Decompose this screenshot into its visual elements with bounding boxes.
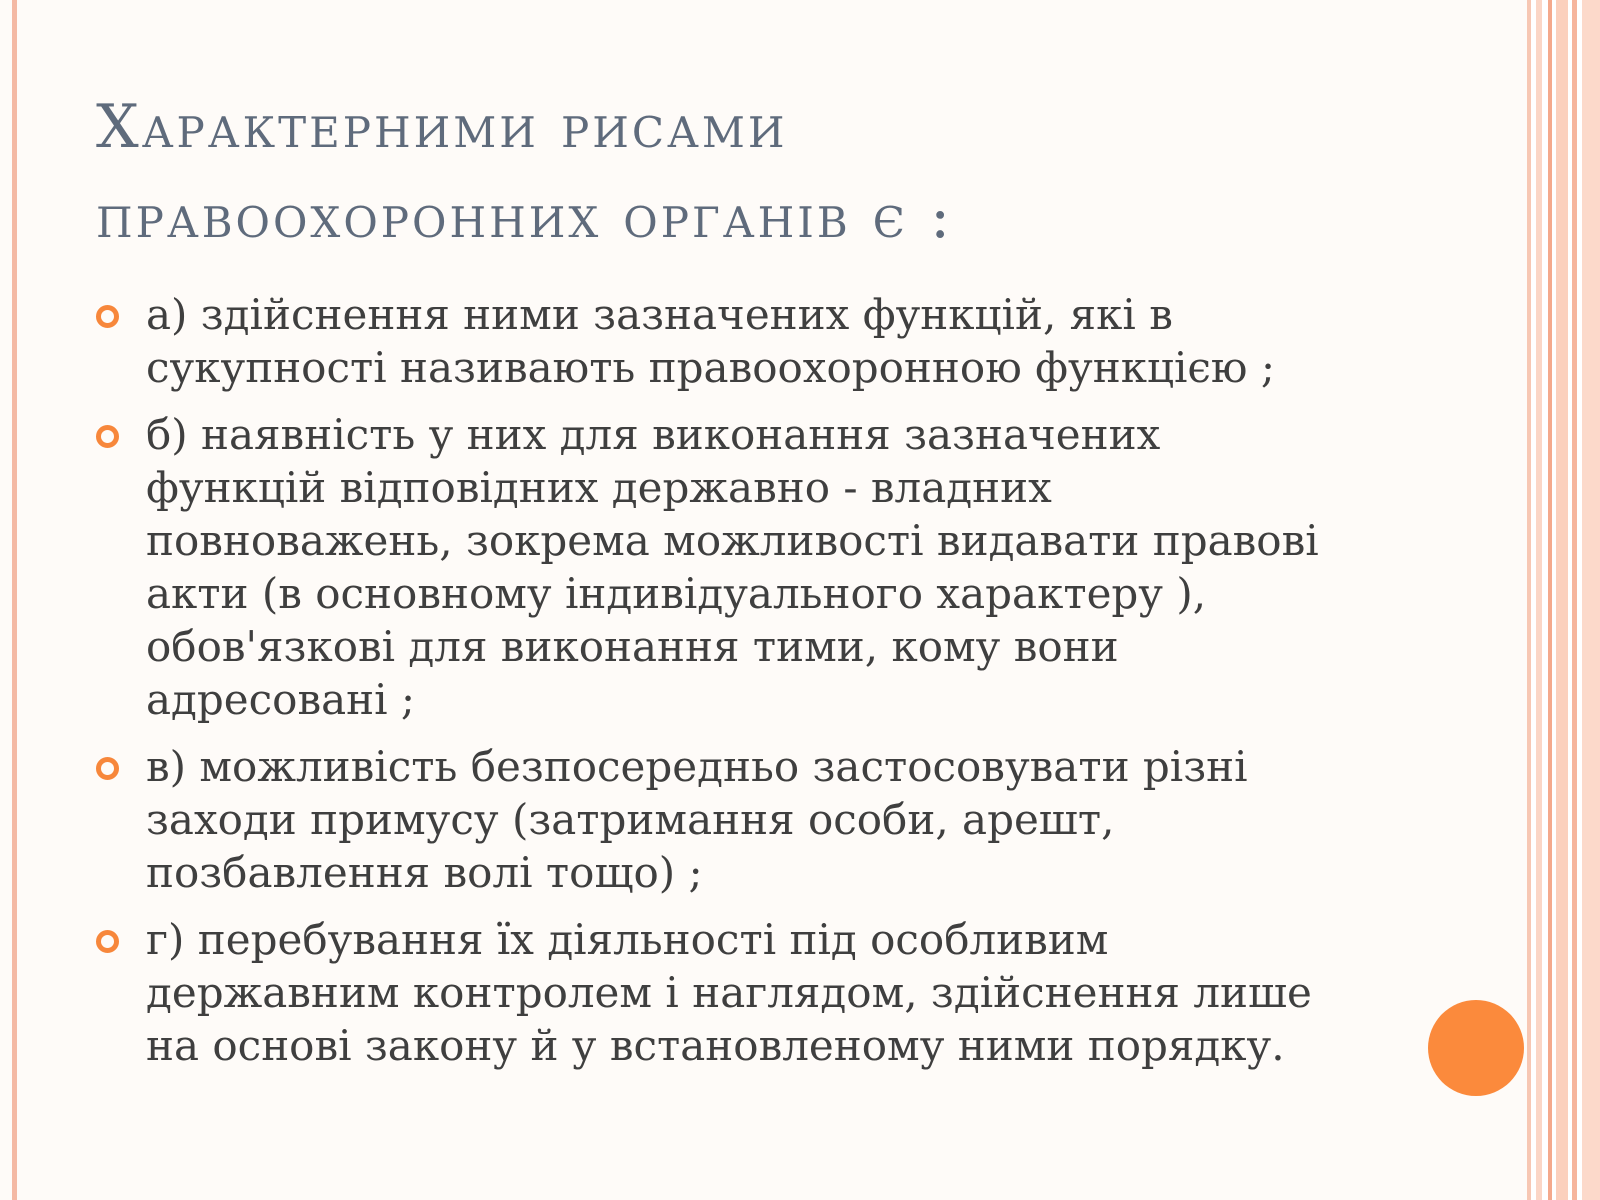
bullet-text (146, 408, 1396, 726)
bullet-line: обов'язкові для виконання тими, кому вони (146, 622, 1119, 671)
slide-title (96, 82, 1476, 262)
bullet-line: державним контролем і наглядом, здійснення лише (146, 968, 1312, 1017)
ring-bullet-icon (96, 305, 119, 328)
ring-bullet-icon (96, 425, 119, 448)
bullet-line: сукупності називають правоохоронною функцією ; (146, 343, 1275, 392)
ring-bullet-icon (96, 757, 119, 780)
bullet-line: акти (в основному індивідуального характеру ), (146, 569, 1207, 618)
bullet-line: адресовані ; (146, 675, 416, 724)
stripe (1527, 0, 1531, 1200)
orange-circle-icon (1428, 1000, 1524, 1096)
bullet-text (146, 288, 1396, 394)
bullet-text (146, 913, 1396, 1072)
bullet-text (146, 740, 1396, 899)
bullet-item-a (96, 288, 1396, 394)
title-line-1: Характерними рисами (96, 92, 788, 162)
bullet-item-b (96, 408, 1396, 726)
bullet-line: функцій відповідних державно - владних (146, 463, 1052, 512)
title-line-2: правоохоронних органів є : (96, 182, 954, 252)
stripe (1536, 0, 1542, 1200)
stripe (1548, 0, 1552, 1200)
bullet-line: в) можливість безпосередньо застосовувати різні (146, 742, 1248, 791)
stripe (1582, 0, 1600, 1200)
bullet-line: б) наявність у них для виконання зазначених (146, 410, 1161, 459)
bullet-line: позбавлення волі тощо) ; (146, 848, 703, 897)
left-border-line (12, 0, 17, 1200)
stripe (1572, 0, 1577, 1200)
bullet-line: повноважень, зокрема можливості видавати правові (146, 516, 1319, 565)
ring-bullet-icon (96, 930, 119, 953)
bullet-line: а) здійснення ними зазначених функцій, які в (146, 290, 1173, 339)
bullet-line: заходи примусу (затримання особи, арешт, (146, 795, 1115, 844)
bullet-item-v (96, 740, 1396, 899)
bullet-item-g (96, 913, 1396, 1072)
bullet-line: на основі закону й у встановленому ними порядку. (146, 1021, 1285, 1070)
stripe (1556, 0, 1568, 1200)
bullet-list (96, 288, 1396, 1086)
bullet-line: г) перебування їх діяльності під особливим (146, 915, 1109, 964)
